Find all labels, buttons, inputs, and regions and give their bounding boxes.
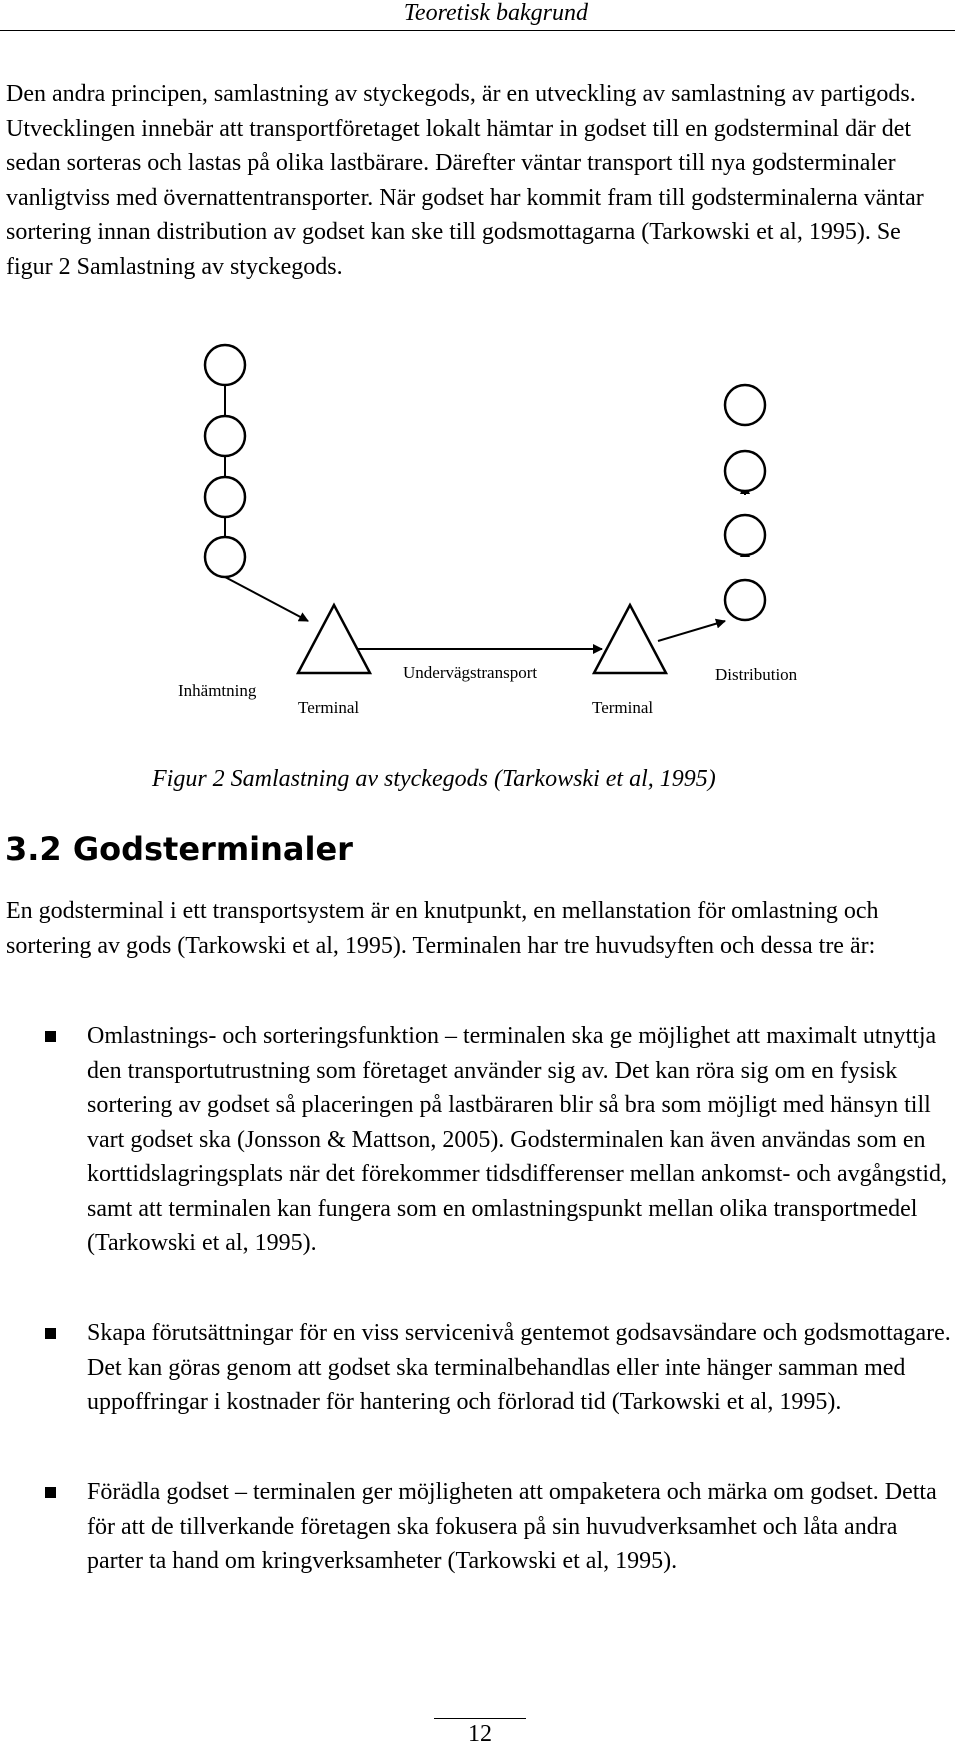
bullet-square-icon bbox=[45, 1031, 56, 1042]
pickup-node-circle bbox=[205, 416, 245, 456]
label-terminal-left: Terminal bbox=[298, 698, 360, 717]
section-heading: 3.2 Godsterminaler bbox=[5, 830, 353, 868]
header-title: Teoretisk bakgrund bbox=[403, 0, 588, 26]
distribution-node-circle bbox=[725, 385, 765, 425]
distribution-node-circle bbox=[725, 580, 765, 620]
label-transport: Undervägstransport bbox=[403, 663, 538, 682]
terminal-left-triangle bbox=[298, 605, 370, 673]
label-terminal-right: Terminal bbox=[592, 698, 654, 717]
terminal-right-triangle bbox=[594, 605, 666, 673]
list-item-text: Skapa förutsättningar för en viss servicenivå gentemot godsavsändare och godsmottagare. Det kan göras genom att godset ska terminalbehandlas eller inte hänger samman med uppoffringar i kostnader för hantering och förlorad tid (Tarkowski et al, 1995). bbox=[87, 1320, 951, 1415]
distribution-arrow bbox=[658, 621, 725, 641]
bullet-square-icon bbox=[45, 1487, 56, 1498]
pickup-node-circle bbox=[205, 477, 245, 517]
section-paragraph: En godsterminal i ett transportsystem är en knutpunkt, en mellanstation för omlastning och sortering av gods (Tarkowski et al, 1995). Terminalen har tre huvudsyften och dessa tre är: bbox=[6, 898, 879, 959]
intro-paragraph: Den andra principen, samlastning av styckegods, är en utveckling av samlastning av partigods. Utvecklingen innebär att transportföretaget lokalt hämtar in godset till en godsterminal där det sedan sorteras och lastas på olika lastbärare. Därefter väntar transport till nya godsterminaler vanligtviss med övernattentransporter. När godset har kommit fram till godsterminalerna väntar sortering innan distribution av godset kan ske till godsmottagarna (Tarkowski et al, 1995). Se figur 2 Samlastning av styckegods. bbox=[6, 81, 924, 280]
label-distribution: Distribution bbox=[715, 665, 798, 684]
pickup-node-circle bbox=[205, 345, 245, 385]
pickup-node-circle bbox=[205, 537, 245, 577]
pickup-arrow bbox=[225, 577, 308, 621]
page-number: 12 bbox=[468, 1721, 492, 1747]
distribution-node-circle bbox=[725, 451, 765, 491]
consolidation-figure bbox=[0, 335, 960, 735]
list-item-text: Omlastnings- och sorteringsfunktion – terminalen ska ge möjlighet att maximalt utnyttja den transportutrustning som företaget använder sig av. Det kan röra sig om en fysisk sortering av godset så placeringen på lastbäraren blir så bra som möjligt med hänsyn till vart godset ska (Jonsson & Mattson, 2005). Godsterminalen kan även användas som en korttidslagringsplats när det förekommer tidsdifferenser mellan ankomst- och avgångstid, samt att terminalen kan fungera som en omlastningspunkt mellan olika transportmedel (Tarkowski et al, 1995). bbox=[87, 1023, 948, 1256]
figure-caption: Figur 2 Samlastning av styckegods (Tarkowski et al, 1995) bbox=[152, 766, 716, 792]
bullet-square-icon bbox=[45, 1328, 56, 1339]
consolidation-diagram bbox=[0, 335, 960, 735]
distribution-node-circle bbox=[725, 515, 765, 555]
list-item-text: Förädla godset – terminalen ger möjligheten att ompaketera och märka om godset. Detta för att de tillverkande företagen ska fokusera på sin huvudverksamhet och låta andra parter ta hand om kringverksamheter (Tarkowski et al, 1995). bbox=[87, 1479, 937, 1574]
page-header bbox=[0, 0, 955, 31]
label-pickup: Inhämtning bbox=[178, 681, 257, 700]
